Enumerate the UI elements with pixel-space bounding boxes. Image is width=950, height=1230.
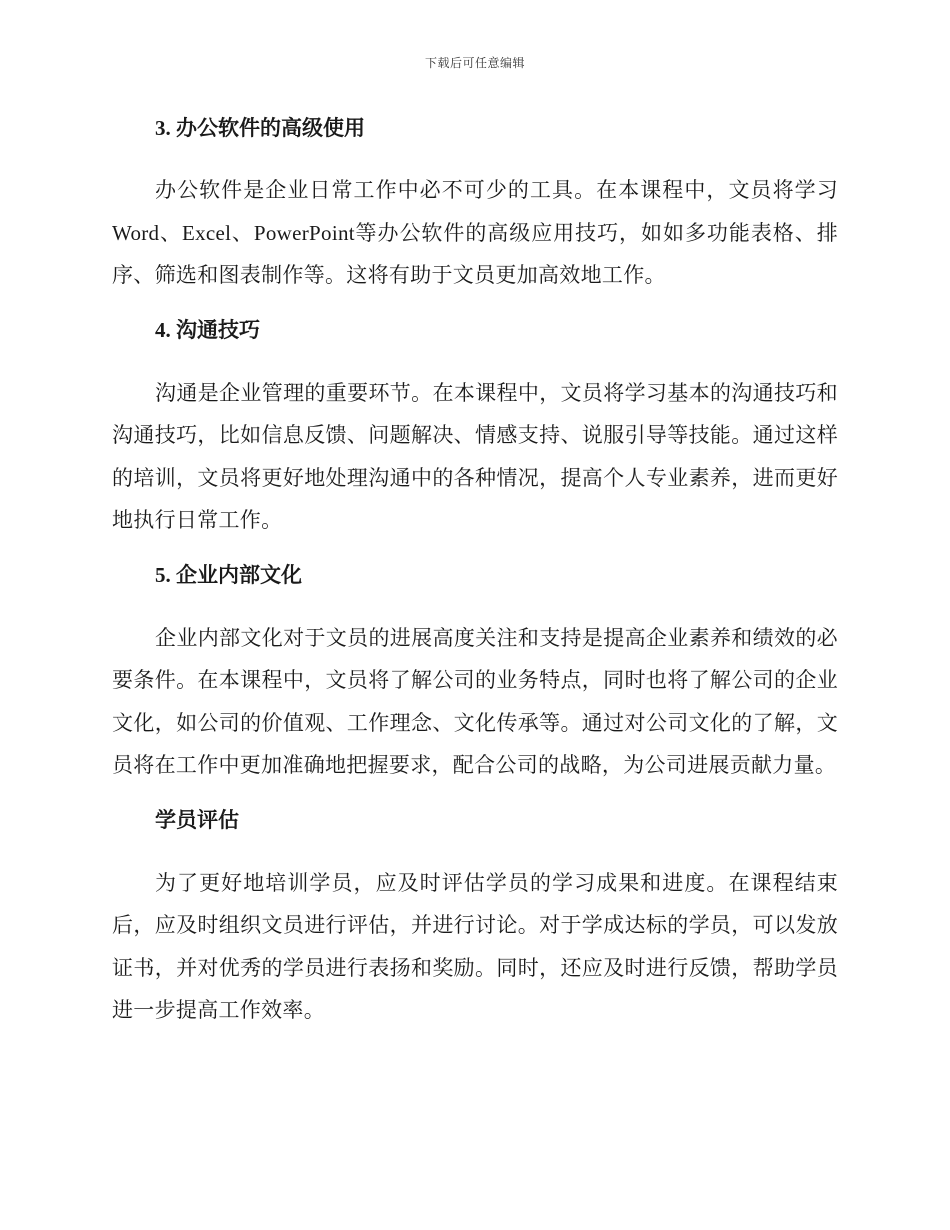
section-heading-trainee-assessment: 学员评估 xyxy=(155,807,239,832)
section-heading-corporate-culture: 5. 企业内部文化 xyxy=(155,562,302,587)
section-paragraph-communication: 沟通是企业管理的重要环节。在本课程中，文员将学习基本的沟通技巧和沟通技巧，比如信息反馈、问题解决、情感支持、说服引导等技能。通过这样的培训，文员将更好地处理沟通中的各种情况，提高个人专业素养，进而更好地执行日常工作。 xyxy=(112,380,838,532)
section-paragraph-trainee-assessment: 为了更好地培训学员，应及时评估学员的学习成果和进度。在课程结束后，应及时组织文员进行评估，并进行讨论。对于学成达标的学员，可以发放证书，并对优秀的学员进行表扬和奖励。同时，还应及时进行反馈，帮助学员进一步提高工作效率。 xyxy=(112,870,838,1022)
section-heading-communication: 4. 沟通技巧 xyxy=(155,317,260,342)
section-paragraph-office-software: 办公软件是企业日常工作中必不可少的工具。在本课程中，文员将学习Word、Excel、PowerPoint等办公软件的高级应用技巧，如如多功能表格、排序、筛选和图表制作等。这将有助于文员更加高效地工作。 xyxy=(112,178,838,287)
section-paragraph-corporate-culture: 企业内部文化对于文员的进展高度关注和支持是提高企业素养和绩效的必要条件。在本课程中，文员将了解公司的业务特点，同时也将了解公司的企业文化，如公司的价值观、工作理念、文化传承等。通过对公司文化的了解，文员将在工作中更加准确地把握要求，配合公司的战略，为公司进展贡献力量。 xyxy=(112,625,838,777)
document-body xyxy=(112,110,838,1032)
page-header: 下载后可任意编辑 xyxy=(424,56,525,70)
section-heading-office-software: 3. 办公软件的高级使用 xyxy=(155,116,365,140)
